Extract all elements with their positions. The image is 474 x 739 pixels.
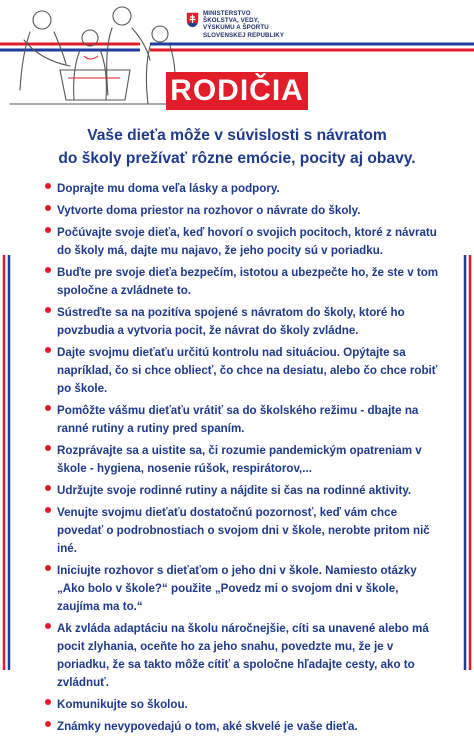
list-item-text: Dajte svojmu dieťaťu určitú kontrolu nad situáciou. Opýtajte sa napríklad, čo si chce obliecť, čo chce na desiatu, alebo čo chce robiť po škole. — [57, 346, 438, 395]
bullet-icon — [45, 347, 51, 353]
list-item — [40, 503, 440, 557]
list-item-text: Vytvorte doma priestor na rozhovor o návrate do školy. — [57, 204, 361, 217]
page-title: RODIČIA — [170, 74, 304, 107]
list-item — [40, 695, 440, 713]
bullet-icon — [45, 183, 51, 189]
list-item-text: Venujte svojmu dieťaťu dostatočnú pozornosť, keď vám chce povedať o podrobnostiach o svojom dni v škole, nerobte pritom nič iné. — [57, 506, 430, 555]
ministry-logo — [186, 10, 284, 39]
right-decorative-stripes — [434, 255, 474, 670]
intro-heading — [0, 124, 474, 170]
ministry-line-3: VÝSKUMU A ŠPORTU — [203, 24, 269, 32]
list-item-text: Počúvajte svoje dieťa, keď hovorí o svojich pocitoch, ktoré z návratu do školy má, dajte mu najavo, že jeho pocity sú v poriadku. — [57, 226, 437, 257]
list-item — [40, 401, 440, 437]
list-item-text: Buďte pre svoje dieťa bezpečím, istotou a ubezpečte ho, že ste v tom spoločne a zvládnete to. — [57, 266, 439, 297]
intro-heading-line-1: Vaše dieťa môže v súvislosti s návratom — [87, 127, 387, 144]
intro-heading-line-2: do školy prežívať rôzne emócie, pocity aj obavy. — [58, 150, 416, 167]
left-decorative-stripes — [0, 255, 40, 670]
bullet-icon — [45, 307, 51, 313]
bullet-icon — [45, 205, 51, 211]
list-item-text: Komunikujte so školou. — [57, 698, 188, 711]
list-item-text: Udržujte svoje rodinné rutiny a nájdite si čas na rodinné aktivity. — [57, 484, 412, 497]
bullet-icon — [45, 485, 51, 491]
ministry-line-1: MINISTERSTVO — [203, 10, 251, 17]
bullet-icon — [45, 721, 51, 727]
bullet-icon — [45, 565, 51, 571]
bullet-icon — [45, 507, 51, 513]
bullet-icon — [45, 623, 51, 629]
list-item — [40, 303, 440, 339]
list-item-text: Doprajte mu doma veľa lásky a podpory. — [57, 182, 280, 195]
list-item — [40, 343, 440, 397]
list-item-text: Rozprávajte sa a uistite sa, či rozumie pandemickým opatreniam v škole - hygiena, nosenie rúšok, respirátorov,... — [57, 444, 422, 475]
bullet-icon — [45, 405, 51, 411]
ministry-line-2: ŠKOLSTVA, VEDY, — [203, 17, 260, 25]
title-banner — [166, 72, 308, 110]
bullet-icon — [45, 227, 51, 233]
list-item — [40, 619, 440, 691]
ministry-line-4: SLOVENSKEJ REPUBLIKY — [203, 31, 285, 39]
list-item-text: Ak zvláda adaptáciu na školu náročnejšie, cíti sa unavené alebo má pocit zlyhania, oceňte ho za jeho snahu, povedzte mu, že je v poriadku, že sa takto môže cítiť a spoločne hľadajte cesty, ako to zvládnuť. — [57, 622, 429, 689]
coat-of-arms-icon — [186, 12, 199, 28]
list-item-text: Pomôžte vášmu dieťaťu vrátiť sa do školského režimu - dbajte na ranné rutiny a rutiny pred spaním. — [57, 404, 419, 435]
list-item — [40, 263, 440, 299]
list-item-text: Iniciujte rozhovor s dieťaťom o jeho dni v škole. Namiesto otázky „Ako bolo v škole?“ použite „Povedz mi o svojom dni v škole, zaujíma ma to.“ — [57, 564, 417, 613]
list-item — [40, 441, 440, 477]
list-item — [40, 481, 440, 499]
list-item — [40, 201, 440, 219]
advice-list — [40, 179, 440, 739]
list-item-text: Známky nevypovedajú o tom, aké skvelé je vaše dieťa. — [57, 720, 358, 733]
list-item — [40, 717, 440, 735]
list-item — [40, 561, 440, 615]
bullet-icon — [45, 699, 51, 705]
bullet-icon — [45, 267, 51, 273]
list-item-text: Sústreďte sa na pozitíva spojené s návratom do školy, ktoré ho povzbudia a vytvoria pocit, že návrat do školy zvládne. — [57, 306, 405, 337]
list-item — [40, 223, 440, 259]
bullet-icon — [45, 445, 51, 451]
list-item — [40, 179, 440, 197]
